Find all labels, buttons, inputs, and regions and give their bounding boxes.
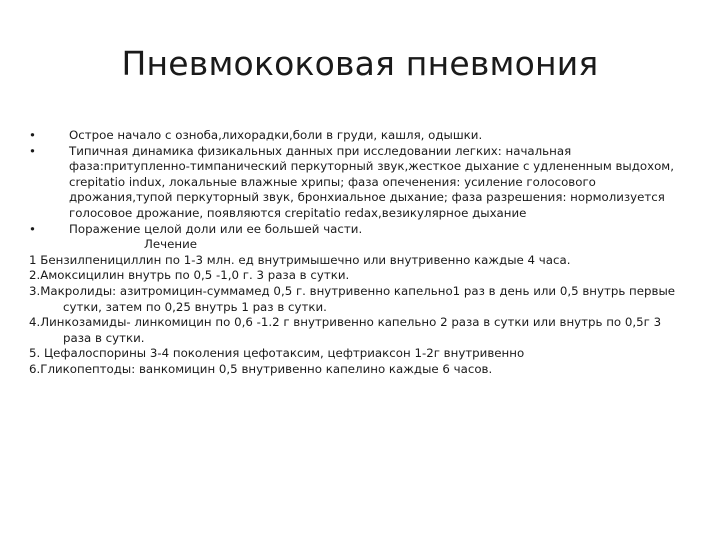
treatment-item: 5. Цефалоспорины 3-4 поколения цефотаксим, цефтриаксон 1-2г внутривенно	[29, 346, 525, 361]
treatment-item: 6.Гликопептоды: ванкомицин 0,5 внутривенно капелино каждые 6 часов.	[29, 361, 493, 376]
treatment-item: 2.Амоксицилин внутрь по 0,5 -1,0 г. 3 раза в сутки.	[29, 268, 350, 283]
bullet-text: Поражение целой доли или ее большей части.	[69, 221, 363, 236]
treatment-heading: Лечение	[144, 237, 197, 252]
bullet-item	[29, 128, 689, 144]
bullet-marker: •	[29, 221, 36, 236]
bullet-text: Типичная динамика физикальных данных при исследовании легких: начальная фаза:притупленно-тимпанический перкуторный звук,жесткое дыхание с удлененным выдохом, crepitatio indux, локальные влажные хрипы; фаза опеченения: усиление голосового дрожания,тупой перкуторный звук, бронхиальное дыхание; фаза разрешения: нормолизуется голосовое дрожание, появляются crepitatio redax,везикулярное дыхание	[69, 143, 674, 220]
bullet-item	[29, 222, 689, 238]
bullet-marker: •	[29, 143, 36, 158]
treatment-list	[29, 253, 689, 378]
bullet-item	[29, 144, 689, 222]
slide-title: Пневмококовая пневмония	[121, 44, 599, 83]
treatment-item: 4.Линкозамиды- линкомицин по 0,6 -1.2 г внутривенно капельно 2 раза в сутки или внутрь по 0,5г 3 раза в сутки.	[29, 315, 662, 345]
bullet-marker: •	[29, 128, 36, 142]
slide-body	[29, 128, 689, 378]
bullet-text: Острое начало с озноба,лихорадки,боли в груди, кашля, одышки.	[69, 128, 483, 142]
treatment-item: 3.Макролиды: азитромицин-суммамед 0,5 г. внутривенно капельно1 раз в день или 0,5 внутрь первые сутки, затем по 0,25 внутрь 1 раз в сутки.	[29, 283, 676, 314]
treatment-item: 1 Бензилпенициллин по 1-3 млн. ед внутримышечно или внутривенно каждые 4 часа.	[29, 252, 571, 267]
bullet-list	[29, 128, 689, 237]
